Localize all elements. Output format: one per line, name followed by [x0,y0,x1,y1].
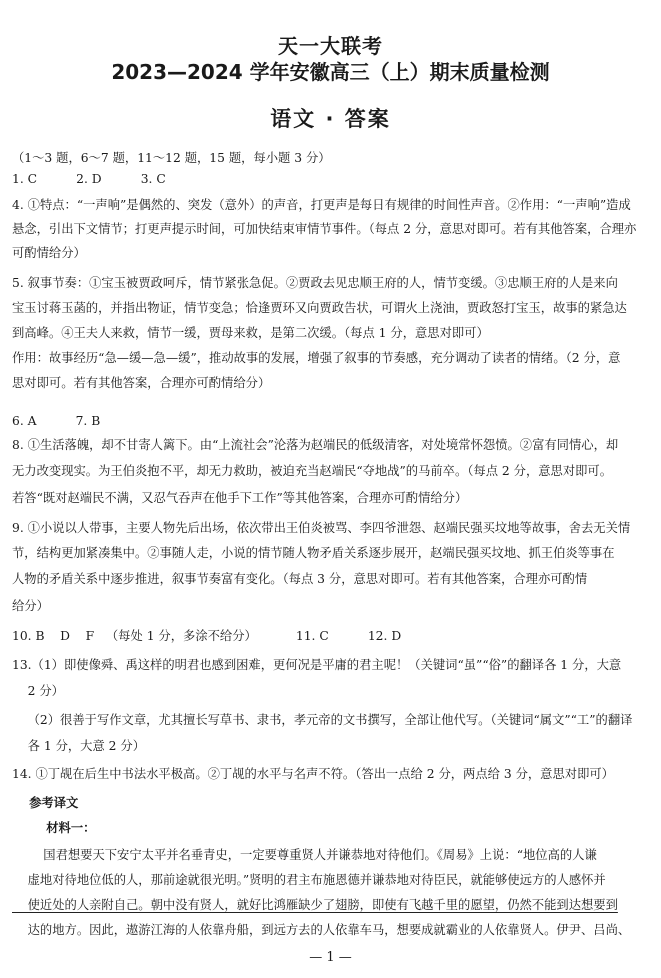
answer-line: 1. C 2. D 3. C [12,172,166,186]
translation-line: 达的地方。因此，遨游江海的人依靠舟船，到远方去的人依靠车马，想要成就霸业的人依靠贤人。伊尹、吕尚、 [12,923,631,937]
answer-line: 5. 叙事节奏：①宝玉被贾政呵斥，情节紧张急促。②贾政去见忠顺王府的人，情节变缓。③忠顺王府的人是来向 [12,276,618,290]
translation-line: 国君想要天下安宁太平并名垂青史，一定要尊重贤人并谦恭地对待他们。《周易》上说：“地位高的人谦 [12,848,597,862]
answer-line: 9. ①小说以人带事，主要人物先后出场，依次带出王伯炎被骂、李四爷泄怨、赵端民强买坟地等故事，舍去无关情 [12,521,631,535]
material-heading: 材料一： [12,820,96,835]
answer-line: 节，结构更加紧凑集中。②事随人走，小说的情节随人物矛盾关系逐步展开，赵端民强买坟地、抓王伯炎等事在 [12,546,615,560]
answer-line: 给分） [12,599,49,613]
answer-line: 8. ①生活落魄，却不甘寄人篱下。由“上流社会”沦落为赵端民的低级清客，对处境常怀怨愤。②富有同情心，却 [12,438,619,452]
answer-line: 14. ①丁觇在后生中书法水平极高。②丁觇的水平与名声不符。（答出一点给 2 分，两点给 3 分，意思对即可） [12,767,614,781]
translation-line: 虚地对待地位低的人，那前途就很光明。”贤明的君主布施恩德并谦恭地对待臣民，就能够使远方的人感怀并 [12,873,606,887]
answer-line: 可酌情给分） [12,246,86,260]
answer-line: 4. ①特点：“一声响”是偶然的、突发（意外）的声音，打更声是每日有规律的时间性声音。②作用：“一声响”造成 [12,198,631,212]
answer-line: （1～3 题，6～7 题，11～12 题，15 题，每小题 3 分） [12,151,331,165]
answer-line: 6. A 7. B [12,414,101,428]
answer-line: 思对即可。若有其他答案，合理亦可酌情给分） [12,376,271,390]
answer-line: 宝玉讨蒋玉菡的，并指出物证，情节变急；恰逢贾环又向贾政告状，可谓火上浇油，贾政怒打宝玉，故事的紧急达 [12,301,627,315]
answer-line: 人物的矛盾关系中逐步推进，叙事节奏富有变化。（每点 3 分，意思对即可。若有其他答案，合理亦可酌情 [12,572,588,586]
translation-heading: 参考译文 [12,795,79,810]
answer-line: 悬念，引出下文情节；打更声提示时间，可加快结束审情节事件。（每点 2 分，意思对即可。若有其他答案，合理亦 [12,222,637,236]
answer-line: （2）很善于写作文章，尤其擅长写草书、隶书，孝元帝的文书撰写，全部让他代写。（关键词“属文”“工”的翻译 [12,713,633,727]
exam-name-title: 2023—2024 学年安徽高三（上）期末质量检测 [111,60,550,84]
exam-organizer-title: 天一大联考 [278,34,383,58]
subject-answer-title: 语文 · 答案 [270,107,391,131]
answer-line: 各 1 分，大意 2 分） [12,739,145,753]
answer-line: 若答“既对赵端民不满，又忍气吞声在他手下工作”等其他答案，合理亦可酌情给分） [12,491,468,505]
answer-line: 作用：故事经历“急—缓—急—缓”，推动故事的发展，增强了叙事的节奏感，充分调动了读者的情绪。（2 分，意 [12,351,621,365]
answer-line: 10. B D F （每处 1 分，多涂不给分） 11. C 12. D [12,629,402,643]
answer-line: 到高峰。④王夫人来救，情节一缓，贾母来救，是第二次缓。（每点 1 分，意思对即可） [12,326,489,340]
answer-line: 无力改变现实。为王伯炎抱不平，却无力救助，被迫充当赵端民“夺地战”的马前卒。（每点 2 分，意思对即可。 [12,464,613,478]
answer-line: 2 分） [12,684,64,698]
answer-line: 13.（1）即使像舜、禹这样的明君也感到困难，更何况是平庸的君主呢！（关键词“虽”“俗”的翻译各 1 分，大意 [12,658,622,672]
translation-line-underlined: 使近处的人亲附自己。朝中没有贤人，就好比鸿雁缺少了翅膀，即使有飞越千里的愿望，仍然不能到达想要到 [12,898,618,912]
page-number: — 1 — [309,950,352,965]
